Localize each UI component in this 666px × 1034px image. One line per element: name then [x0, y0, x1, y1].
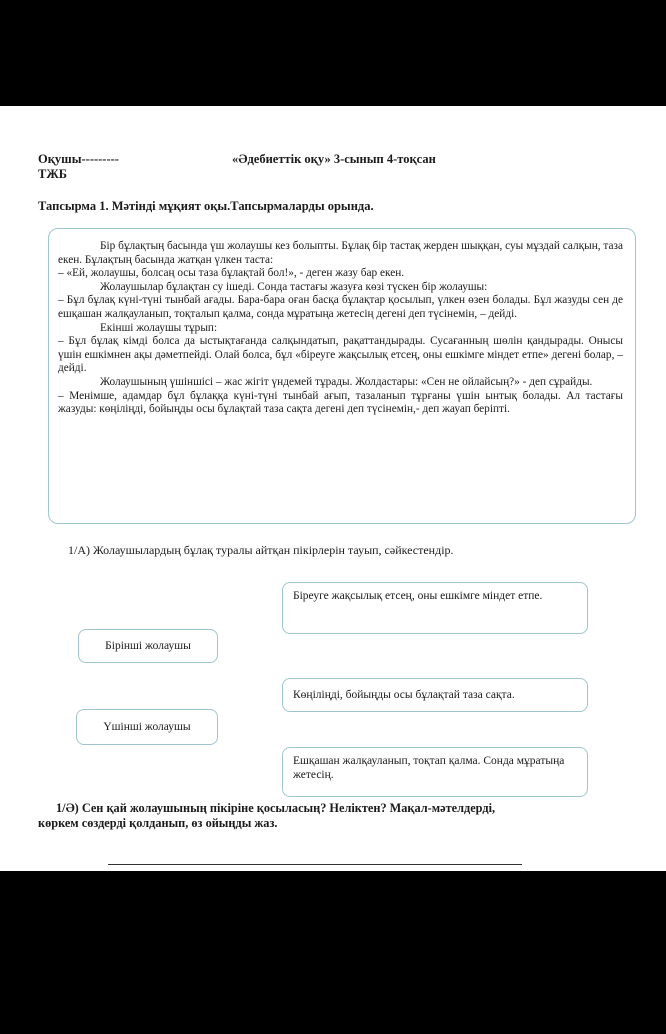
tzhb-label: ТЖБ: [38, 167, 67, 181]
story-paragraph: Екінші жолаушы тұрып:: [100, 321, 218, 334]
match-option-1[interactable]: Біреуге жақсылық етсең, оны ешкімге міндет етпе.: [282, 582, 588, 634]
student-label: Оқушы---------: [38, 152, 119, 166]
story-paragraph: – «Ей, жолаушы, болсаң осы таза бұлақтай бол!», - деген жазу бар екен.: [58, 267, 405, 280]
story-paragraph: – Бұл бұлақ күні-түні тынбай ағады. Бара-бара оған басқа бұлақтар қосылып, үлкен өзен болады. Бұл жазуды сен де ешқашан жалқауланып, тоқталып қалма, сонда мұратыңа жетесің дегені деп түсінемін, – дейді.: [58, 294, 623, 320]
worksheet-page: [0, 106, 666, 871]
subject-line: «Әдебиеттік оқу» 3-сынып 4-тоқсан: [232, 152, 436, 166]
story-paragraph: Жолаушының үшіншісі – жас жігіт үндемей тұрады. Жолдастары: «Сен не ойлайсың?» - деп сұрайды.: [100, 375, 593, 388]
story-paragraph: Бір бұлақтың басында үш жолаушы кез болыпты. Бұлақ бір тастақ жерден шыққан, суы мұздай салқын, таза екен. Бұлақтың басында жатқан үлкен таста:: [58, 240, 623, 266]
question-b-line2: көркем сөздерді қолданып, өз ойыңды жаз.: [38, 816, 278, 830]
match-option-2[interactable]: Көңіліңді, бойыңды осы бұлақтай таза сақта.: [282, 678, 588, 712]
header-left: [38, 152, 119, 182]
story-paragraph: – Бұл бұлақ кімді болса да ыстықтағанда салқындатып, рақаттандырады. Сусағанның шөлін қандырады. Онысы үшін ешкімнен ақы дәметпейді. Олай болса, бұл «біреуге жақсылық етсең, оны ешкімге міндет етпе» дегені болар, – дейді.: [58, 335, 623, 375]
match-option-3[interactable]: Ешқашан жалқауланып, тоқтап қалма. Сонда мұратыңа жетесің.: [282, 747, 588, 797]
story-paragraph: Жолаушылар бұлақтан су ішеді. Сонда тастағы жазуға көзі түскен бір жолаушы:: [100, 280, 488, 293]
question-b-line1: 1/Ә) Сен қай жолаушының пікіріне қосыласың? Неліктен? Мақал-мәтелдерді,: [56, 801, 496, 815]
task-title: Тапсырма 1. Мәтінді мұқият оқы.Тапсырмаларды орында.: [38, 199, 374, 213]
match-traveler-1[interactable]: Бірінші жолаушы: [78, 629, 218, 663]
answer-line[interactable]: [108, 864, 522, 865]
question-b: [38, 801, 608, 831]
story-paragraph: – Менімше, адамдар бұл бұлаққа күні-түні тынбай ағып, тазаланып тұрғаны үшін ынтық болады. Ал тастағы жазуды: көңіліңді, бойыңды осы бұлақтай таза сақта дегені деп түсінемін,- деп жауап беріпті.: [58, 389, 623, 416]
match-traveler-3[interactable]: Үшінші жолаушы: [76, 709, 218, 745]
question-a: 1/А) Жолаушылардың бұлақ туралы айтқан пікірлерін тауып, сәйкестендір.: [68, 543, 454, 557]
story-box: [48, 228, 636, 524]
